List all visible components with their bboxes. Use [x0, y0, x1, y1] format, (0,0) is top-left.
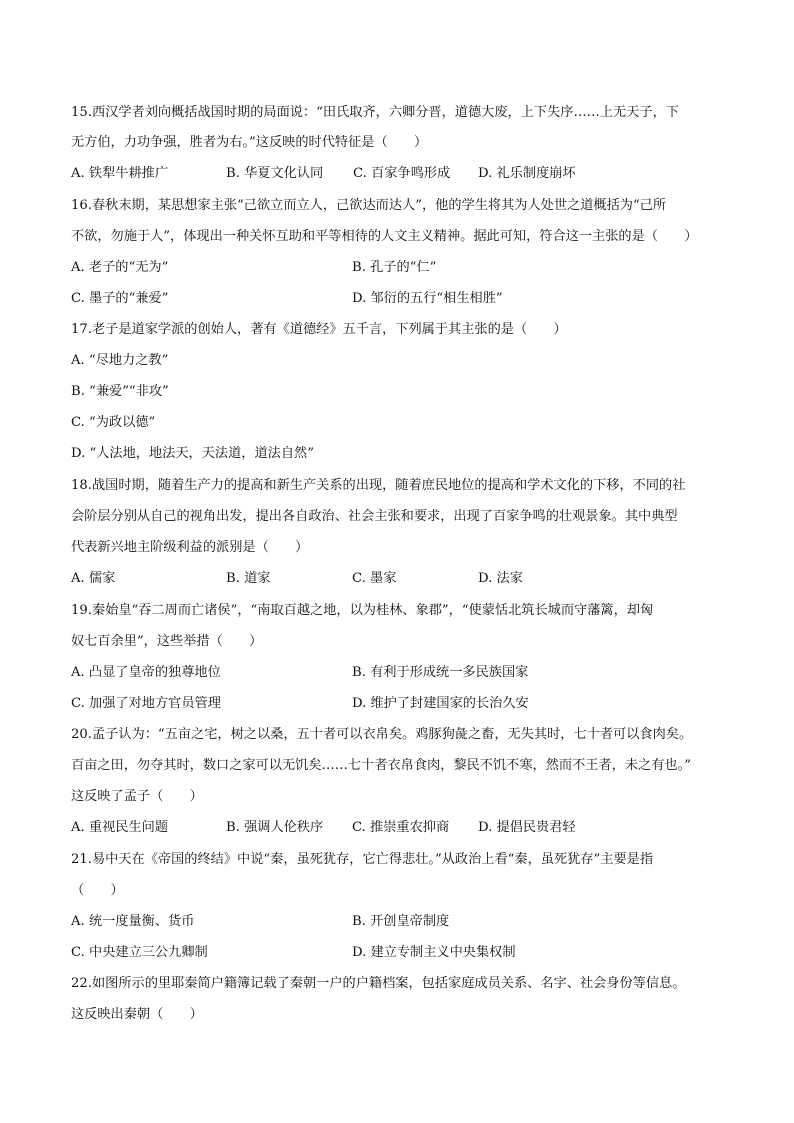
- q19-stem-line-2: 奴七百余里”，这些举措（ ）: [71, 634, 263, 649]
- q21-stem-line-2: （ ）: [71, 883, 124, 898]
- q15-option-a: A. 铁犁牛耕推广: [71, 166, 169, 181]
- q18-stem-line-2: 会阶层分别从自己的视角出发，提出各自政治、社会主张和要求，出现了百家争鸣的壮观景象。其中典型: [71, 509, 678, 524]
- q18-option-a: A. 儒家: [71, 571, 116, 586]
- q22-stem-line-1: 22.如图所示的里耶秦简户籍簿记载了秦朝一户的户籍档案，包括家庭成员关系、名字、社会身份等信息。: [71, 976, 686, 991]
- q15-option-c: C. 百家争鸣形成: [353, 166, 451, 181]
- q19-option-a: A. 凸显了皇帝的独尊地位: [71, 665, 221, 680]
- q21-option-b: B. 开创皇帝制度: [352, 914, 450, 929]
- q16-stem-line-2: 不欲，勿施于人”，体现出一种关怀互助和平等相待的人文主义精神。据此可知，符合这一主张的是（ ）: [71, 229, 698, 244]
- q17-stem-line-1: 17.老子是道家学派的创始人，著有《道德经》五千言，下列属于其主张的是（ ）: [71, 322, 567, 337]
- q15-stem-line-1: 15.西汉学者刘向概括战国时期的局面说：“田氏取齐，六卿分晋，道德大废，上下失序……上无天子，下: [71, 105, 679, 120]
- q15-stem-line-2: 无方伯，力功争强，胜者为右。”这反映的时代特征是（ ）: [71, 135, 428, 150]
- q19-option-c: C. 加强了对地方官员管理: [71, 696, 221, 711]
- q18-option-b: B. 道家: [226, 571, 271, 586]
- q21-option-c: C. 中央建立三公九卿制: [71, 945, 208, 960]
- q20-option-a: A. 重视民生问题: [71, 820, 169, 835]
- q17-option-b: B. “兼爱”“非攻”: [71, 384, 169, 399]
- q20-option-d: D. 提倡民贵君轻: [478, 820, 576, 835]
- q16-option-b: B. 孔子的“仁”: [352, 260, 437, 275]
- q21-option-d: D. 建立专制主义中央集权制: [352, 945, 516, 960]
- q21-option-a: A. 统一度量衡、货币: [71, 914, 195, 929]
- q19-option-b: B. 有利于形成统一多民族国家: [352, 665, 529, 680]
- q16-option-c: C. 墨子的“兼爱”: [71, 291, 169, 306]
- q20-stem-line-2: 百亩之田，勿夺其时，数口之家可以无饥矣……七十者衣帛食肉，黎民不饥不寒，然而不王者，未之有也。”: [71, 758, 691, 773]
- q20-stem-line-3: 这反映了孟子（ ）: [71, 789, 203, 804]
- q18-option-d: D. 法家: [478, 571, 523, 586]
- q20-stem-line-1: 20.孟子认为：“五亩之宅，树之以桑，五十者可以衣帛矣。鸡豚狗彘之畜，无失其时，七十者可以食肉矣。: [71, 727, 693, 742]
- q15-option-b: B. 华夏文化认同: [226, 166, 324, 181]
- q20-option-b: B. 强调人伦秩序: [226, 820, 324, 835]
- q16-option-a: A. 老子的“无为”: [71, 260, 169, 275]
- q15-option-d: D. 礼乐制度崩坏: [478, 166, 576, 181]
- q20-option-c: C. 推崇重农抑商: [352, 820, 450, 835]
- q22-stem-line-2: 这反映出秦朝（ ）: [71, 1007, 203, 1022]
- q16-option-d: D. 邹衍的五行“相生相胜”: [352, 291, 503, 306]
- q18-stem-line-1: 18.战国时期，随着生产力的提高和新生产关系的出现，随着庶民地位的提高和学术文化的下移，不同的社: [71, 478, 686, 493]
- q17-option-c: C. “为政以德”: [71, 415, 156, 430]
- q21-stem-line-1: 21.易中天在《帝国的终结》中说“秦，虽死犹存，它亡得悲壮。”从政治上看“秦，虽死犹存”主要是指: [71, 852, 654, 867]
- q17-option-a: A. “尽地力之教”: [71, 353, 169, 368]
- q17-option-d: D. “人法地，地法天，天法道，道法自然”: [71, 446, 314, 461]
- q18-option-c: C. 墨家: [352, 571, 397, 586]
- q19-option-d: D. 维护了封建国家的长治久安: [352, 696, 529, 711]
- q16-stem-line-1: 16.春秋末期，某思想家主张“己欲立而立人，己欲达而达人”，他的学生将其为人处世之道概括为“己所: [71, 198, 667, 213]
- q19-stem-line-1: 19.秦始皇“吞二周而亡诸侯”，“南取百越之地，以为桂林、象郡”，“使蒙恬北筑长城而守藩篱，却匈: [71, 603, 654, 618]
- q18-stem-line-3: 代表新兴地主阶级利益的派别是（ ）: [71, 540, 309, 555]
